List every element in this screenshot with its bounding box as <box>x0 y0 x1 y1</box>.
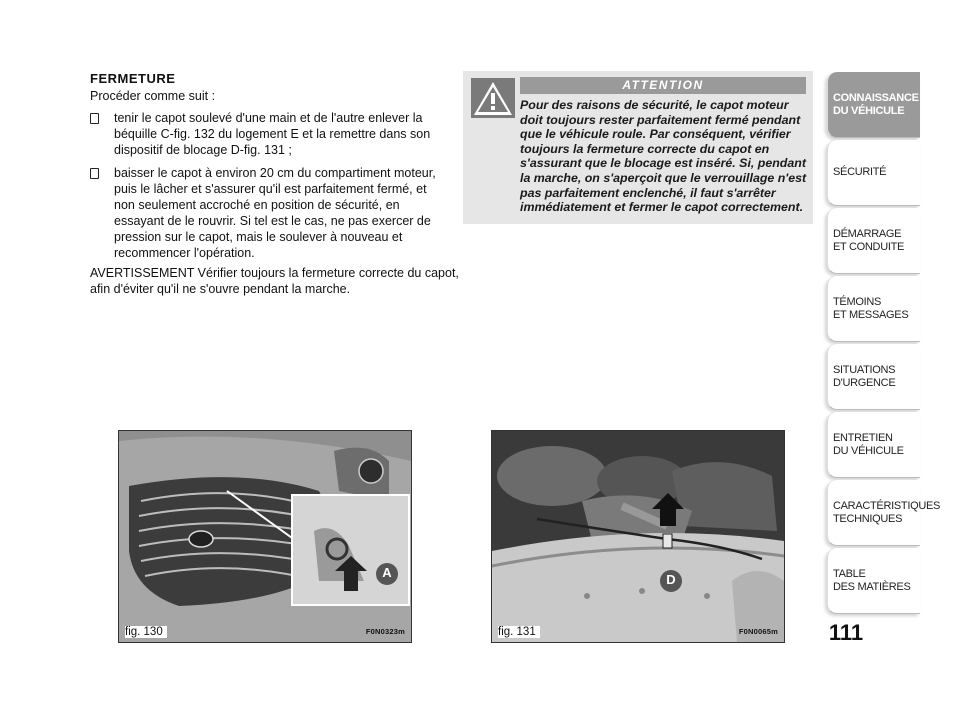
figure-130 <box>118 430 412 643</box>
figure-label: fig. 130 <box>125 626 167 638</box>
callout-label: A <box>382 565 392 580</box>
figure-label: fig. 131 <box>498 626 540 638</box>
list-item-text: baisser le capot à environ 20 cm du compartiment moteur, puis le lâcher et s'assurer qu'il est parfaitement fermé, et non seulement accroché en position de sécurité, en essayant de le rouvrir. Si tel est le cas, ne pas exercer de pression sur le capot, mais le soulever à nouveau et recommencer l'opération. <box>114 166 436 260</box>
callout-label: D <box>666 572 676 587</box>
figure-131 <box>491 430 785 643</box>
checkbox-bullet-icon <box>90 168 99 179</box>
tab-label: ENTRETIEN DU VÉHICULE <box>833 431 904 457</box>
page-number: 111 <box>828 620 864 645</box>
tab-connaissance-vehicule[interactable] <box>827 72 920 138</box>
tab-entretien-vehicule[interactable] <box>827 412 920 478</box>
section-title: FERMETURE <box>90 71 176 86</box>
list-item-text: tenir le capot soulevé d'une main et de l'autre enlever la béquille C-fig. 132 du logement E et la remettre dans son dispositif de blocage D-fig. 131 ; <box>114 111 431 157</box>
tab-demarrage-conduite[interactable] <box>827 208 920 274</box>
tab-caracteristiques-techniques[interactable] <box>827 480 941 546</box>
section-intro: Procéder comme suit : <box>90 89 216 103</box>
tab-securite[interactable] <box>827 140 920 206</box>
tab-label: CARACTÉRISTIQUES TECHNIQUES <box>833 499 941 525</box>
attention-text-body: Pour des raisons de sécurité, le capot moteur doit toujours rester parfaitement fermé pendant que le véhicule roule. Par conséquent, vérifier toujours la fermeture correcte du capot en s'assurant que le blocage est inséré. Si, pendant la marche, on s'aperçoit que le verrouillage n'est pas parfaitement enclenché, il faut s'arrêter immédiatement et fermer le capot correctement. <box>520 98 807 215</box>
attention-box <box>463 71 813 224</box>
checkbox-bullet-icon <box>90 113 99 124</box>
tab-temoins-messages[interactable] <box>827 276 920 342</box>
figure-code: F0N0065m <box>738 627 778 636</box>
tab-label: CONNAISSANCE DU VÉHICULE <box>833 91 919 117</box>
hood-grille-illustration <box>119 431 411 642</box>
tab-situations-urgence[interactable] <box>827 344 920 410</box>
tab-label: TÉMOINS ET MESSAGES <box>833 295 909 321</box>
attention-text <box>468 98 808 215</box>
engine-bay-illustration <box>492 431 784 642</box>
tab-label: DÉMARRAGE ET CONDUITE <box>833 227 905 253</box>
tab-label: SÉCURITÉ <box>833 166 887 178</box>
tab-table-matieres[interactable] <box>827 548 920 614</box>
attention-title: ATTENTION <box>520 77 806 94</box>
list-item <box>90 110 450 158</box>
figure-code: F0N0323m <box>365 627 405 636</box>
list-item <box>90 165 450 261</box>
tab-label: TABLE DES MATIÈRES <box>833 567 911 593</box>
warning-note: AVERTISSEMENT Vérifier toujours la fermeture correcte du capot, afin d'éviter qu'il ne s'ouvre pendant la marche. <box>90 266 459 296</box>
tab-label: SITUATIONS D'URGENCE <box>833 363 896 389</box>
